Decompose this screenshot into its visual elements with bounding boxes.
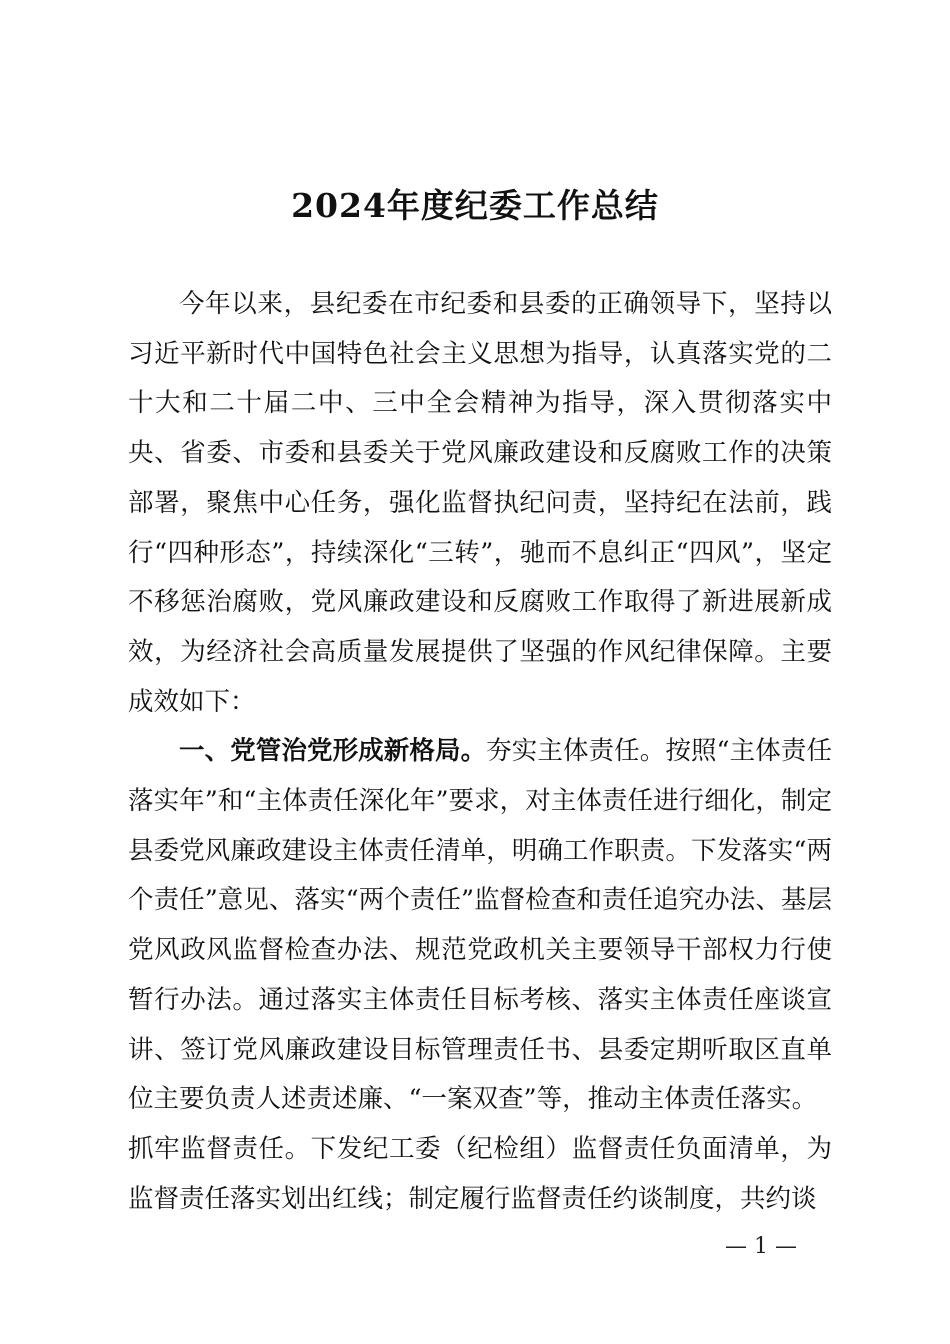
page-number: — 1 —: [725, 1234, 797, 1259]
document-title: 2024年度纪委工作总结: [291, 186, 659, 225]
document-body: [128, 280, 832, 1224]
intro-paragraph: 今年以来，县纪委在市纪委和县委的正确领导下，坚持以习近平新时代中国特色社会主义思想为指导，认真落实党的二十大和二十届二中、三中全会精神为指导，深入贯彻落实中央、省委、市委和县委关于党风廉政建设和反腐败工作的决策部署，聚焦中心任务，强化监督执纪问责，坚持纪在法前，践行“四种形态”，持续深化“三转”，驰而不息纠正“四风”，坚定不移惩治腐败，党风廉政建设和反腐败工作取得了新进展新成效，为经济社会高质量发展提供了坚强的作风纪律保障。主要成效如下：: [128, 289, 832, 717]
section-1-text: 夯实主体责任。按照“主体责任落实年”和“主体责任深化年”要求，对主体责任进行细化，制定县委党风廉政建设主体责任清单，明确工作职责。下发落实“两个责任”意见、落实“两个责任”监督检查和责任追究办法、基层党风政风监督检查办法、规范党政机关主要领导干部权力行使暂行办法。通过落实主体责任目标考核、落实主体责任座谈宣讲、签订党风廉政建设目标管理责任书、县委定期听取区直单位主要负责人述责述廉、“一案双查”等，推动主体责任落实。: [128, 736, 832, 1115]
section-1-heading: 一、党管治党形成新格局。: [179, 736, 487, 767]
section-1-continuation: 抓牢监督责任。下发纪工委（纪检组）监督责任负面清单，为监督责任落实划出红线；制定履行监督责任约谈制度，共约谈: [128, 1133, 832, 1214]
section-1-paragraph: [128, 727, 832, 1125]
